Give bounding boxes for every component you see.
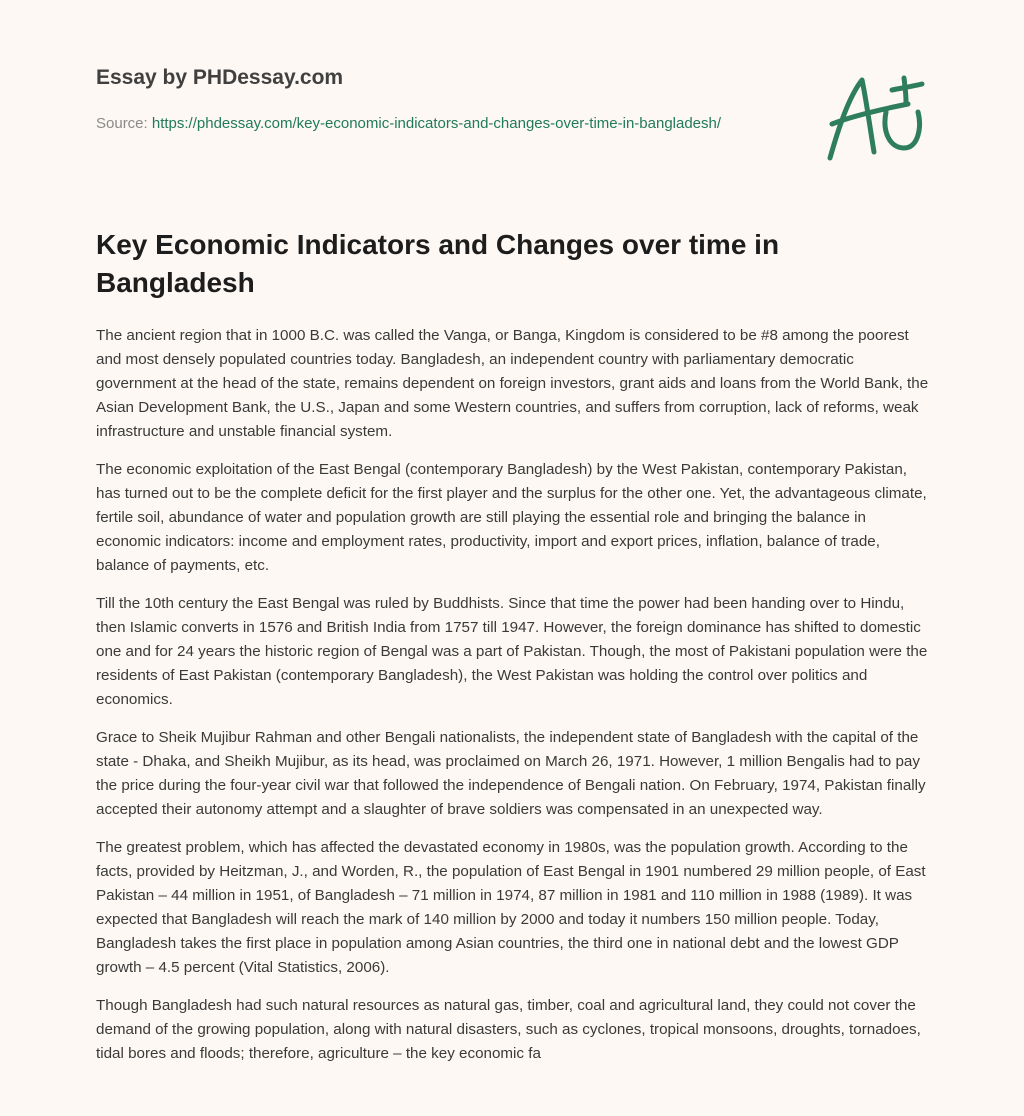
source-label: Source:: [96, 115, 152, 132]
source-link[interactable]: https://phdessay.com/key-economic-indicators-and-changes-over-time-in-bangladesh/: [151, 115, 722, 132]
paragraph: The greatest problem, which has affected the devastated economy in 1980s, was the population growth. According to the facts, provided by Heitzman, J., and Worden, R., the population of East Bengal in 1901 numbered 29 million people, of East Pakistan – 44 million in 1951, of Bangladesh – 71 million in 1974, 87 million in 1981 and 110 million in 1988 (1989). It was expected that Bangladesh will reach the mark of 140 million by 2000 and today it numbers 150 million people. Today, Bangladesh takes the first place in population among Asian countries, the third one in national debt and the lowest GDP growth – 4.5 percent (Vital Statistics, 2006).: [96, 839, 926, 976]
paragraph: The ancient region that in 1000 B.C. was called the Vanga, or Banga, Kingdom is considered to be #8 among the poorest and most densely populated countries today. Bangladesh, an independent country with parliamentary democratic government at the head of the state, remains dependent on foreign investors, grant aids and loans from the World Bank, the Asian Development Bank, the U.S., Japan and some Western countries, and suffers from corruption, lack of reforms, weak infrastructure and unstable financial system.: [96, 327, 929, 440]
a-plus-grade-icon: [822, 68, 932, 164]
essay-body: [96, 324, 932, 1080]
paragraph: Grace to Sheik Mujibur Rahman and other Bengali nationalists, the independent state of Bangladesh with the capital of the state - Dhaka, and Sheikh Mujibur, as its head, was proclaimed on March 26, 1971. However, 1 million Bengalis had to pay the price during the four-year civil war that followed the independence of Bengali nation. On February, 1974, Pakistan finally accepted their autonomy attempt and a slaughter of brave soldiers was compensated in an unexpected way.: [96, 729, 926, 818]
paragraph: Though Bangladesh had such natural resources as natural gas, timber, coal and agricultural land, they could not cover the demand of the growing population, along with natural disasters, such as cyclones, tropical monsoons, droughts, tornadoes, tidal bores and floods; therefore, agriculture – the key economic fa: [96, 997, 921, 1062]
source-line: [96, 112, 736, 135]
paragraph: The economic exploitation of the East Bengal (contemporary Bangladesh) by the West Pakistan, contemporary Pakistan, has turned out to be the complete deficit for the first player and the surplus for the other one. Yet, the advantageous climate, fertile soil, abundance of water and population growth are still playing the essential role and bringing the balance in economic indicators: income and employment rates, productivity, import and export prices, inflation, balance of trade, balance of payments, etc.: [96, 461, 927, 574]
essay-title: Key Economic Indicators and Changes over time in Bangladesh: [96, 229, 780, 298]
paragraph: Till the 10th century the East Bengal was ruled by Buddhists. Since that time the power had been handing over to Hindu, then Islamic converts in 1576 and British India from 1757 till 1947. However, the foreign dominance has shifted to domestic one and for 24 years the historic region of Bengal was a part of Pakistan. Though, the most of Pakistani population were the residents of East Pakistan (contemporary Bangladesh), the West Pakistan was holding the control over politics and economics.: [96, 595, 928, 708]
site-brand: Essay by PHDessay.com: [96, 66, 344, 89]
page-header: [96, 64, 736, 135]
